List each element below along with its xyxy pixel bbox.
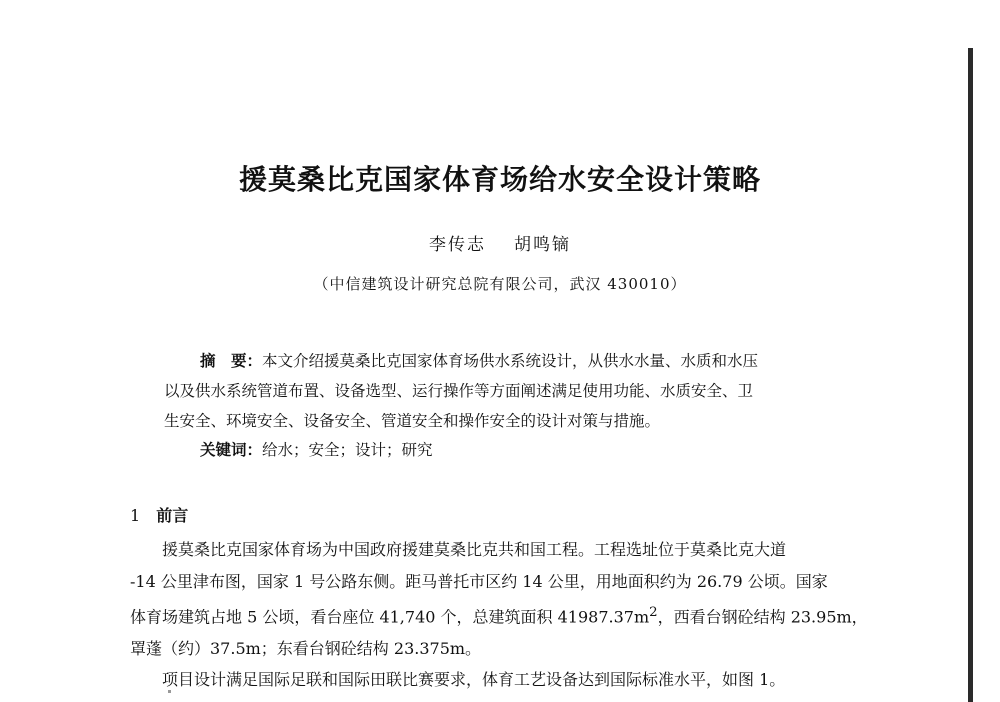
abstract-label: 摘 要： <box>200 352 263 370</box>
body-line-1: 援莫桑比克国家体育场为中国政府援建莫桑比克共和国工程。工程选址位于莫桑比克大道 <box>162 540 787 559</box>
section-number: 1 <box>130 506 141 525</box>
body-line-3 <box>130 597 868 633</box>
author-1: 李传志 <box>429 235 486 255</box>
abstract <box>164 346 832 436</box>
keywords-label: 关键词： <box>200 441 263 459</box>
abstract-line-1 <box>164 346 832 376</box>
scan-page-edge <box>968 48 973 702</box>
paper-title: 援莫桑比克国家体育场给水安全设计策略 <box>238 163 761 196</box>
keywords-text: 给水；安全；设计；研究 <box>262 441 433 459</box>
abstract-line-2: 以及供水系统管道布置、设备选型、运行操作等方面阐述满足使用功能、水质安全、卫 <box>164 382 754 400</box>
body-line-2: -14 公里津布图，国家 1 号公路东侧。距马普托市区约 14 公里，用地面积约为 26.79 公顷。国家 <box>130 571 828 591</box>
author-2: 胡鸣镝 <box>514 235 571 255</box>
body-line-3-b: ，西看台钢砼结构 23.95m， <box>657 607 868 627</box>
body-text <box>130 534 868 696</box>
affiliation: （中信建筑设计研究总院有限公司，武汉 430010） <box>313 275 687 293</box>
section-title: 前言 <box>156 506 189 525</box>
body-line-3-sup: 2 <box>649 605 658 620</box>
body-line-5: 项目设计满足国际足联和国际田联比赛要求，体育工艺设备达到国际标准水平，如图 1。 <box>162 670 786 690</box>
scan-speck <box>168 690 171 693</box>
body-line-4: 罩蓬（约）37.5m；东看台钢砼结构 23.375m。 <box>130 638 482 658</box>
keywords <box>200 438 433 460</box>
body-line-3-a: 体育场建筑占地 5 公顷，看台座位 41,740 个，总建筑面积 41987.37m <box>130 607 650 627</box>
authors <box>0 230 1000 255</box>
section-heading <box>130 503 188 526</box>
abstract-line-3: 生安全、环境安全、设备安全、管道安全和操作安全的设计对策与措施。 <box>164 412 661 430</box>
abstract-text-1: 本文介绍援莫桑比克国家体育场供水系统设计，从供水水量、水质和水压 <box>262 352 759 370</box>
